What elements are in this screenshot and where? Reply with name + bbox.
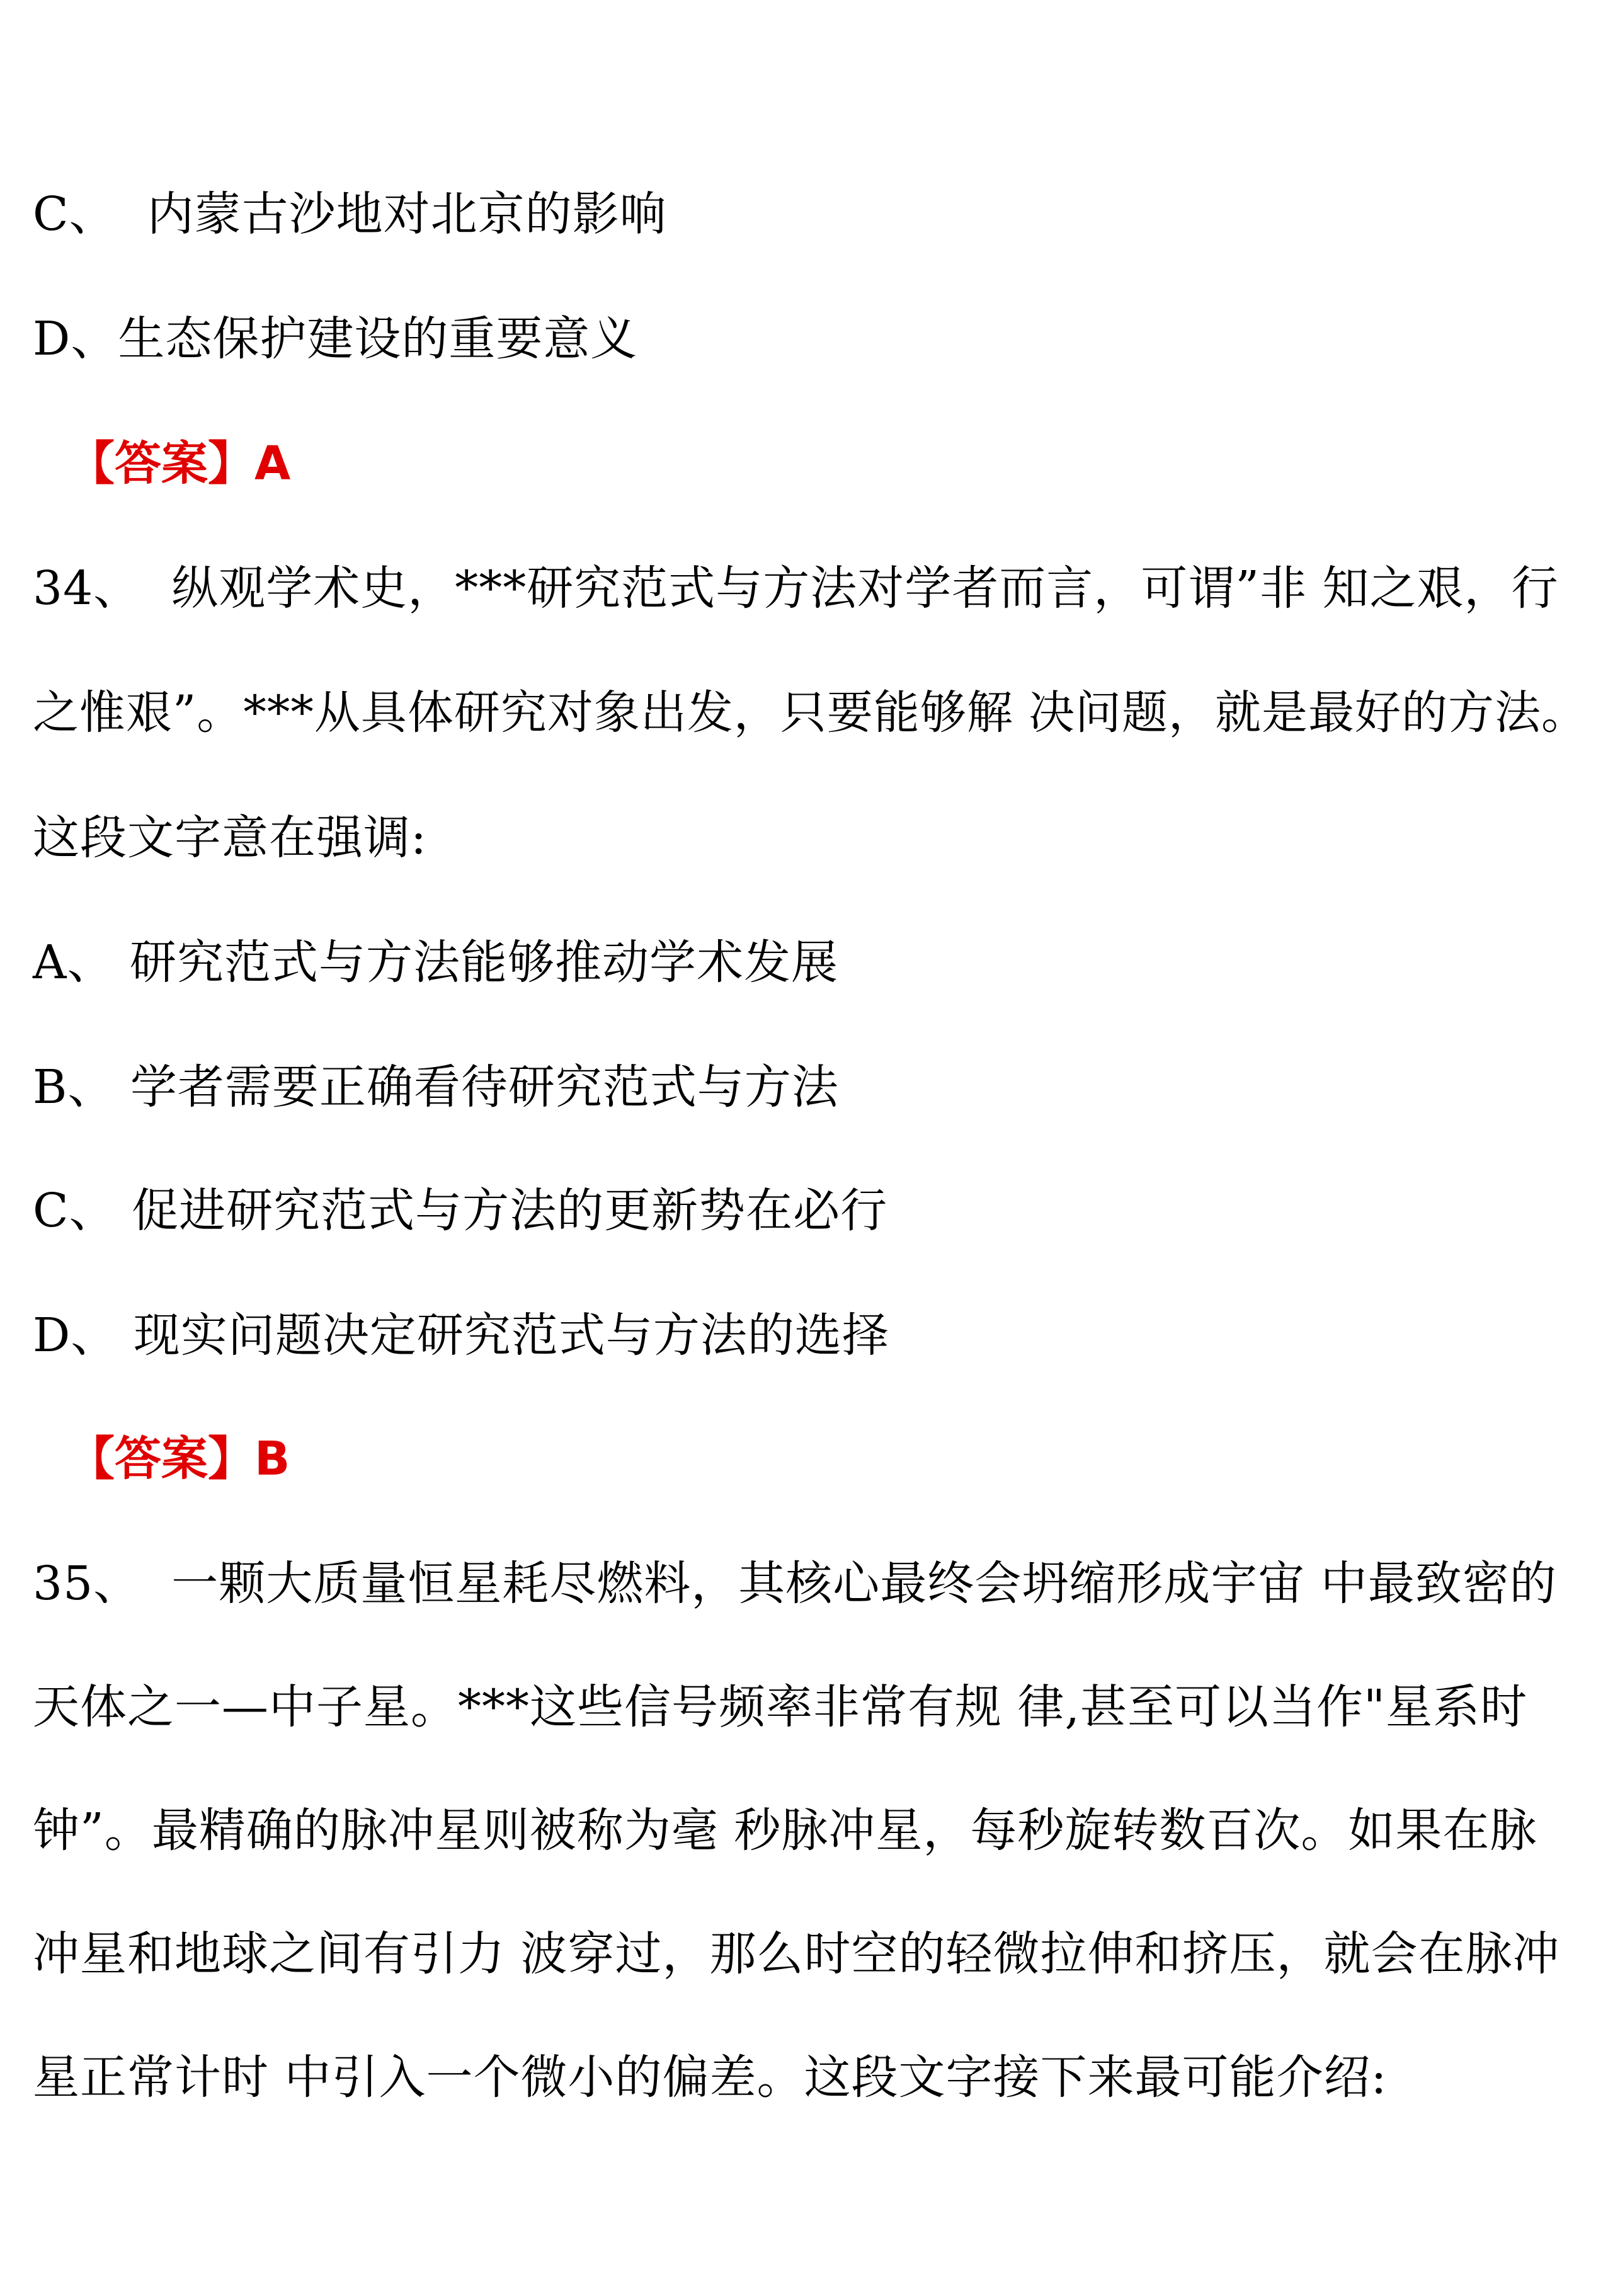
q34-option-d: D、 现实问题决定研究范式与方法的选择 <box>33 1308 889 1362</box>
q35-stem-line-4: 冲星和地球之间有引力 波穿过，那么时空的轻微拉伸和挤压，就会在脉冲 <box>33 1927 1560 1981</box>
q35-stem-line-2: 天体之一—中子星。***这些信号频率非常有规 律,甚至可以当作"星系时 <box>33 1680 1528 1734</box>
q34-option-b: B、 学者需要正确看待研究范式与方法 <box>33 1060 839 1114</box>
q33-option-d: D、生态保护建设的重要意义 <box>33 312 638 366</box>
q34-answer: 【答案】B <box>68 1432 290 1486</box>
q35-stem-line-3: 钟”。最精确的脉冲星则被称为毫 秒脉冲星，每秒旋转数百次。如果在脉 <box>33 1803 1537 1858</box>
q34-stem-line-2: 之惟艰”。***从具体研究对象出发，只要能够解 决问题，就是最好的方法。 <box>33 686 1588 740</box>
q34-stem-line-3: 这段文字意在强调: <box>33 811 427 865</box>
q35-stem-line-1: 35、 一颗大质量恒星耗尽燃料，其核心最终会坍缩形成宇宙 中最致密的 <box>33 1556 1557 1611</box>
q33-answer: 【答案】A <box>68 437 291 491</box>
q33-option-c: C、 内蒙古沙地对北京的影响 <box>33 187 667 241</box>
q35-stem-line-5: 星正常计时 中引入一个微小的偏差。这段文字接下来最可能介绍: <box>33 2050 1388 2105</box>
q34-stem-line-1: 34、 纵观学术史，***研究范式与方法对学者而言，可谓”非 知之艰，行 <box>33 561 1559 615</box>
q34-option-c: C、 促进研究范式与方法的更新势在必行 <box>33 1184 888 1238</box>
q34-option-a: A、 研究范式与方法能够推动学术发展 <box>33 935 838 990</box>
